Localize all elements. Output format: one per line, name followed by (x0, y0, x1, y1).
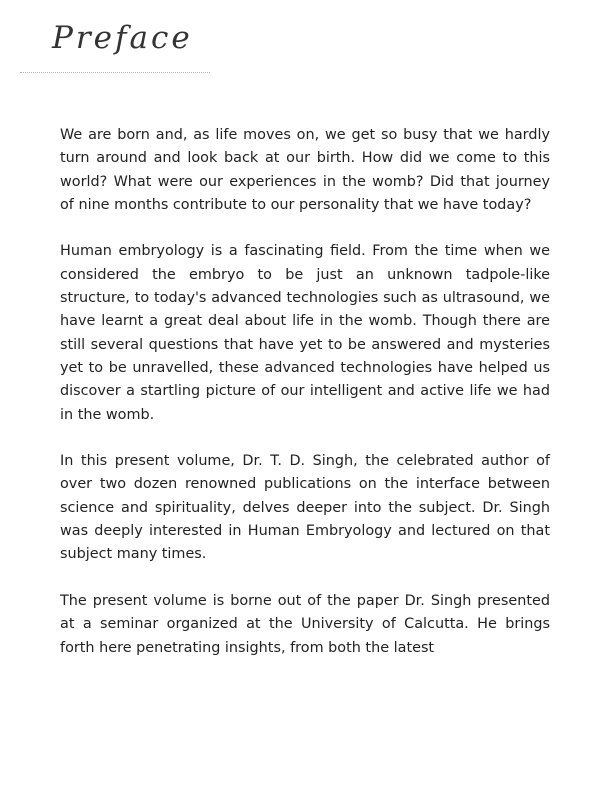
body-text (60, 124, 550, 683)
paragraph: We are born and, as life moves on, we get so busy that we hardly turn around and look back at our birth. How did we come to this world? What were our experiences in the womb? Did that journey of nine months contribute to our personality that we have today? (60, 127, 550, 213)
paragraph: Human embryology is a fascinating field. From the time when we considered the embryo to be just an unknown tadpole-like structure, to today's advanced technologies such as ultrasound, we have learnt a great deal about life in the womb. Though there are still several questions that have yet to be answered and mysteries yet to be unravelled, these advanced technologies have helped us discover a startling picture of our intelligent and active life we had in the womb. (60, 243, 550, 423)
paragraph: In this present volume, Dr. T. D. Singh, the celebrated author of over two dozen renowned publications on the interface between science and spirituality, delves deeper into the subject. Dr. Singh was deeply interested in Human Embryology and lectured on that subject many times. (60, 453, 550, 563)
paragraph: The present volume is borne out of the paper Dr. Singh presented at a seminar organized at the University of Calcutta. He brings forth here penetrating insights, from both the latest (60, 592, 550, 656)
page-title: Preface (52, 20, 193, 56)
title-divider (20, 72, 210, 73)
